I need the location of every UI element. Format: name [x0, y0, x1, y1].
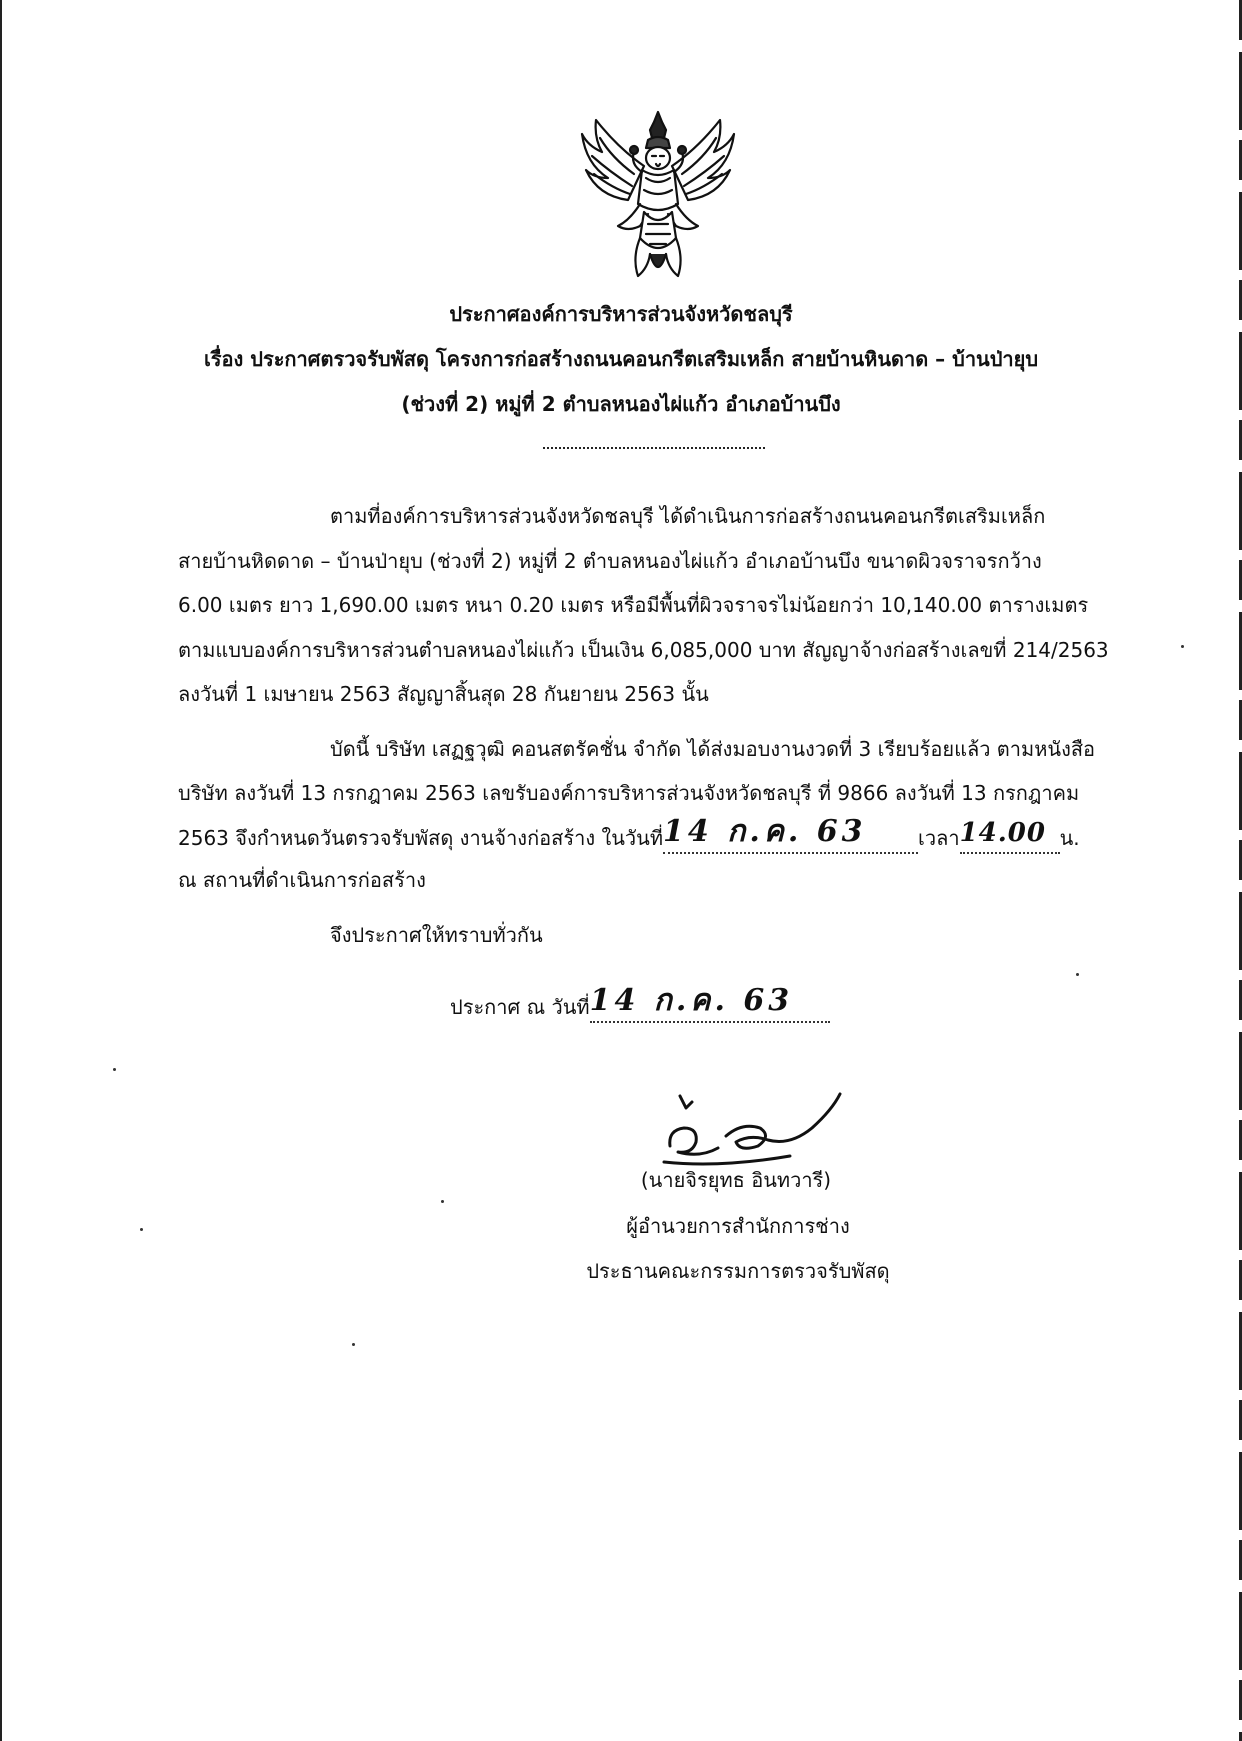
scan-speck: [1181, 645, 1184, 648]
handwritten-inspection-time: 14.00: [959, 818, 1046, 848]
paragraph1-line4: ตามแบบองค์การบริหารส่วนตำบลหนองไผ่แก้ว เป็นเงิน 6,085,000 บาท สัญญาจ้างก่อสร้างเลขที่ 214/2563: [178, 638, 1109, 662]
scan-speck: [441, 1200, 444, 1203]
paragraph2-line1: บัดนี้ บริษัท เสฏฐวุฒิ คอนสตรัคชั่น จำกัด ได้ส่งมอบงานงวดที่ 3 เรียบร้อยแล้ว ตามหนังสือ: [330, 737, 1096, 761]
announcement-subject: เรื่อง ประกาศตรวจรับพัสดุ โครงการก่อสร้างถนนคอนกรีตเสริมเหล็ก สายบ้านหินดาด – บ้านป่ายุบ: [203, 347, 1039, 371]
announced-date-fill: [589, 983, 830, 1023]
paragraph2-line2: บริษัท ลงวันที่ 13 กรกฎาคม 2563 เลขรับองค์การบริหารส่วนจังหวัดชลบุรี ที่ 9866 ลงวันที่ 13 กรกฎาคม: [178, 781, 1080, 805]
inspection-date-prefix: 2563 จึงกำหนดวันตรวจรับพัสดุ งานจ้างก่อสร้าง ในวันที่: [178, 826, 664, 850]
announced-date-label: ประกาศ ณ วันที่: [450, 995, 590, 1019]
time-label: เวลา: [918, 826, 960, 850]
announcement-subject-continued: (ช่วงที่ 2) หมู่ที่ 2 ตำบลหนองไผ่แก้ว อำเภอบ้านบึง: [401, 392, 841, 416]
signatory-position: ผู้อำนวยการสำนักการช่าง: [626, 1214, 850, 1238]
scan-speck: [113, 1068, 116, 1071]
scan-speck: [140, 1228, 143, 1231]
paragraph2-line4: ณ สถานที่ดำเนินการก่อสร้าง: [178, 868, 426, 892]
paragraph1-line2: สายบ้านหิดดาด – บ้านป่ายุบ (ช่วงที่ 2) หมู่ที่ 2 ตำบลหนองไผ่แก้ว อำเภอบ้านบึง ขนาดผิวจราจรกว้าง: [178, 549, 1042, 573]
inspection-time-fill: [959, 818, 1060, 854]
dotted-separator: [543, 447, 765, 449]
paragraph1-line5: ลงวันที่ 1 เมษายน 2563 สัญญาสิ้นสุด 28 กันยายน 2563 นั้น: [178, 682, 709, 706]
closing-notice: จึงประกาศให้ทราบทั่วกัน: [330, 923, 543, 947]
scan-edge-left: [0, 0, 2, 1741]
paragraph1-line1: ตามที่องค์การบริหารส่วนจังหวัดชลบุรี ได้ดำเนินการก่อสร้างถนนคอนกรีตเสริมเหล็ก: [330, 504, 1046, 528]
scan-speck: [352, 1343, 355, 1346]
handwritten-inspection-date: 14 ก.ค. 63: [663, 814, 867, 849]
signatory-name: (นายจิรยุทธ อินทวารี): [640, 1168, 832, 1192]
announcement-date-line: [450, 983, 830, 1023]
inspection-date-fill: [663, 814, 918, 854]
handwritten-signature: [640, 1092, 850, 1172]
handwritten-announced-date: 14 ก.ค. 63: [589, 983, 794, 1018]
paragraph2-line3: [178, 814, 1080, 854]
time-unit: น.: [1059, 826, 1080, 850]
scan-speck: [1076, 973, 1079, 976]
garuda-emblem-icon: [578, 108, 738, 283]
announcement-heading: ประกาศองค์การบริหารส่วนจังหวัดชลบุรี: [449, 302, 793, 326]
signatory-committee-role: ประธานคณะกรรมการตรวจรับพัสดุ: [586, 1259, 890, 1283]
paragraph1-line3: 6.00 เมตร ยาว 1,690.00 เมตร หนา 0.20 เมตร หรือมีพื้นที่ผิวจราจรไม่น้อยกว่า 10,140.00 ตารางเมตร: [178, 593, 1089, 617]
